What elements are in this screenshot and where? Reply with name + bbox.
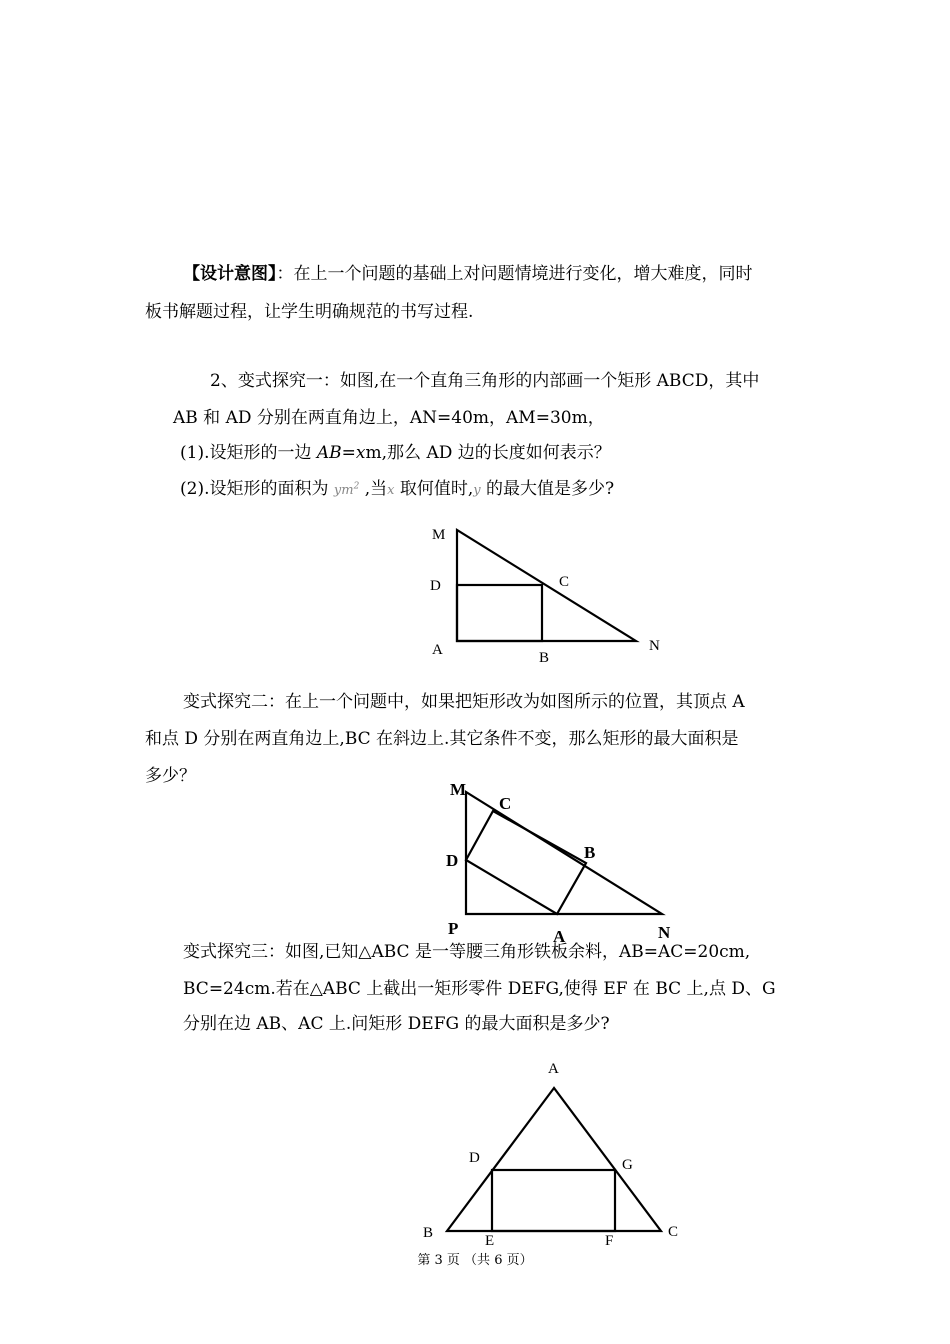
variant1-line-1: 2、变式探究一：如图,在一个直角三角形的内部画一个矩形 ABCD，其中 — [210, 371, 760, 391]
page-footer: 第 3 页 （共 6 页） — [417, 1253, 533, 1268]
fig3-label-B: B — [423, 1225, 434, 1241]
q1-ab: AB — [316, 443, 342, 463]
q2-text-d: 的最大值是多少? — [480, 479, 615, 499]
q1-x: x — [355, 443, 366, 463]
q1-eq: = — [341, 443, 356, 463]
fig2-label-N: N — [658, 923, 671, 942]
q1-text-b: m,那么 AD 边的长度如何表示？ — [365, 443, 611, 463]
design-intent-line-2: 板书解题过程，让学生明确规范的书写过程. — [145, 302, 474, 322]
variant3-line-3: 分别在边 AB、AC 上.问矩形 DEFG 的最大面积是多少? — [183, 1014, 610, 1034]
fig1-label-B: B — [539, 650, 550, 666]
q2-text-b: ,当 — [359, 479, 388, 499]
q2-y: y — [473, 483, 481, 498]
fig2-label-D: D — [446, 851, 459, 870]
fig2-label-C: C — [499, 794, 512, 813]
q2-x: x — [387, 483, 395, 498]
fig1-label-N: N — [649, 638, 660, 654]
fig3-label-G: G — [622, 1157, 633, 1173]
fig3-label-A: A — [548, 1061, 559, 1077]
variant2-line-2: 和点 D 分别在两直角边上,BC 在斜边上.其它条件不变，那么矩形的最大面积是 — [145, 729, 739, 749]
fig2-label-B: B — [584, 843, 596, 862]
figure-2 — [466, 792, 662, 914]
fig1-label-C: C — [559, 574, 570, 590]
fig2-rectangle — [466, 811, 586, 914]
fig3-rectangle — [492, 1170, 615, 1231]
fig2-triangle — [466, 792, 662, 914]
figure-1 — [457, 530, 636, 641]
fig3-label-F: F — [605, 1233, 614, 1249]
design-intent-text-1: ：在上一个问题的基础上对问题情境进行变化，增大难度，同时 — [276, 264, 753, 284]
fig3-label-C: C — [668, 1224, 679, 1240]
variant3-line-1: 变式探究三：如图,已知△ABC 是一等腰三角形铁板余料，AB=AC=20cm, — [183, 942, 751, 962]
q2-text-a: (2).设矩形的面积为 — [180, 479, 334, 499]
variant3-line-2: BC=24cm.若在△ABC 上截出一矩形零件 DEFG,使得 EF 在 BC 上,点 D、G — [183, 979, 776, 999]
fig2-label-P: P — [448, 919, 459, 938]
fig1-label-D: D — [430, 578, 441, 594]
fig1-rectangle — [457, 585, 542, 641]
q1-text-a: (1).设矩形的一边 — [180, 443, 317, 463]
fig1-label-A: A — [432, 642, 443, 658]
q2-ym: $ym^2$ — [333, 481, 360, 498]
fig2-label-M: M — [450, 780, 467, 799]
design-intent-label: 【设计意图】 — [183, 264, 277, 284]
variant1-line-2: AB 和 AD 分别在两直角边上，AN=40m，AM=30m， — [173, 408, 605, 428]
fig3-label-E: E — [485, 1233, 495, 1249]
variant2-line-1: 变式探究二：在上一个问题中，如果把矩形改为如图所示的位置，其顶点 A — [183, 692, 745, 712]
fig1-label-M: M — [432, 527, 446, 543]
fig2-label-A: A — [553, 927, 566, 946]
q2-text-c: 取何值时, — [394, 479, 474, 499]
variant2-line-3: 多少？ — [145, 766, 196, 786]
fig3-label-D: D — [469, 1150, 480, 1166]
